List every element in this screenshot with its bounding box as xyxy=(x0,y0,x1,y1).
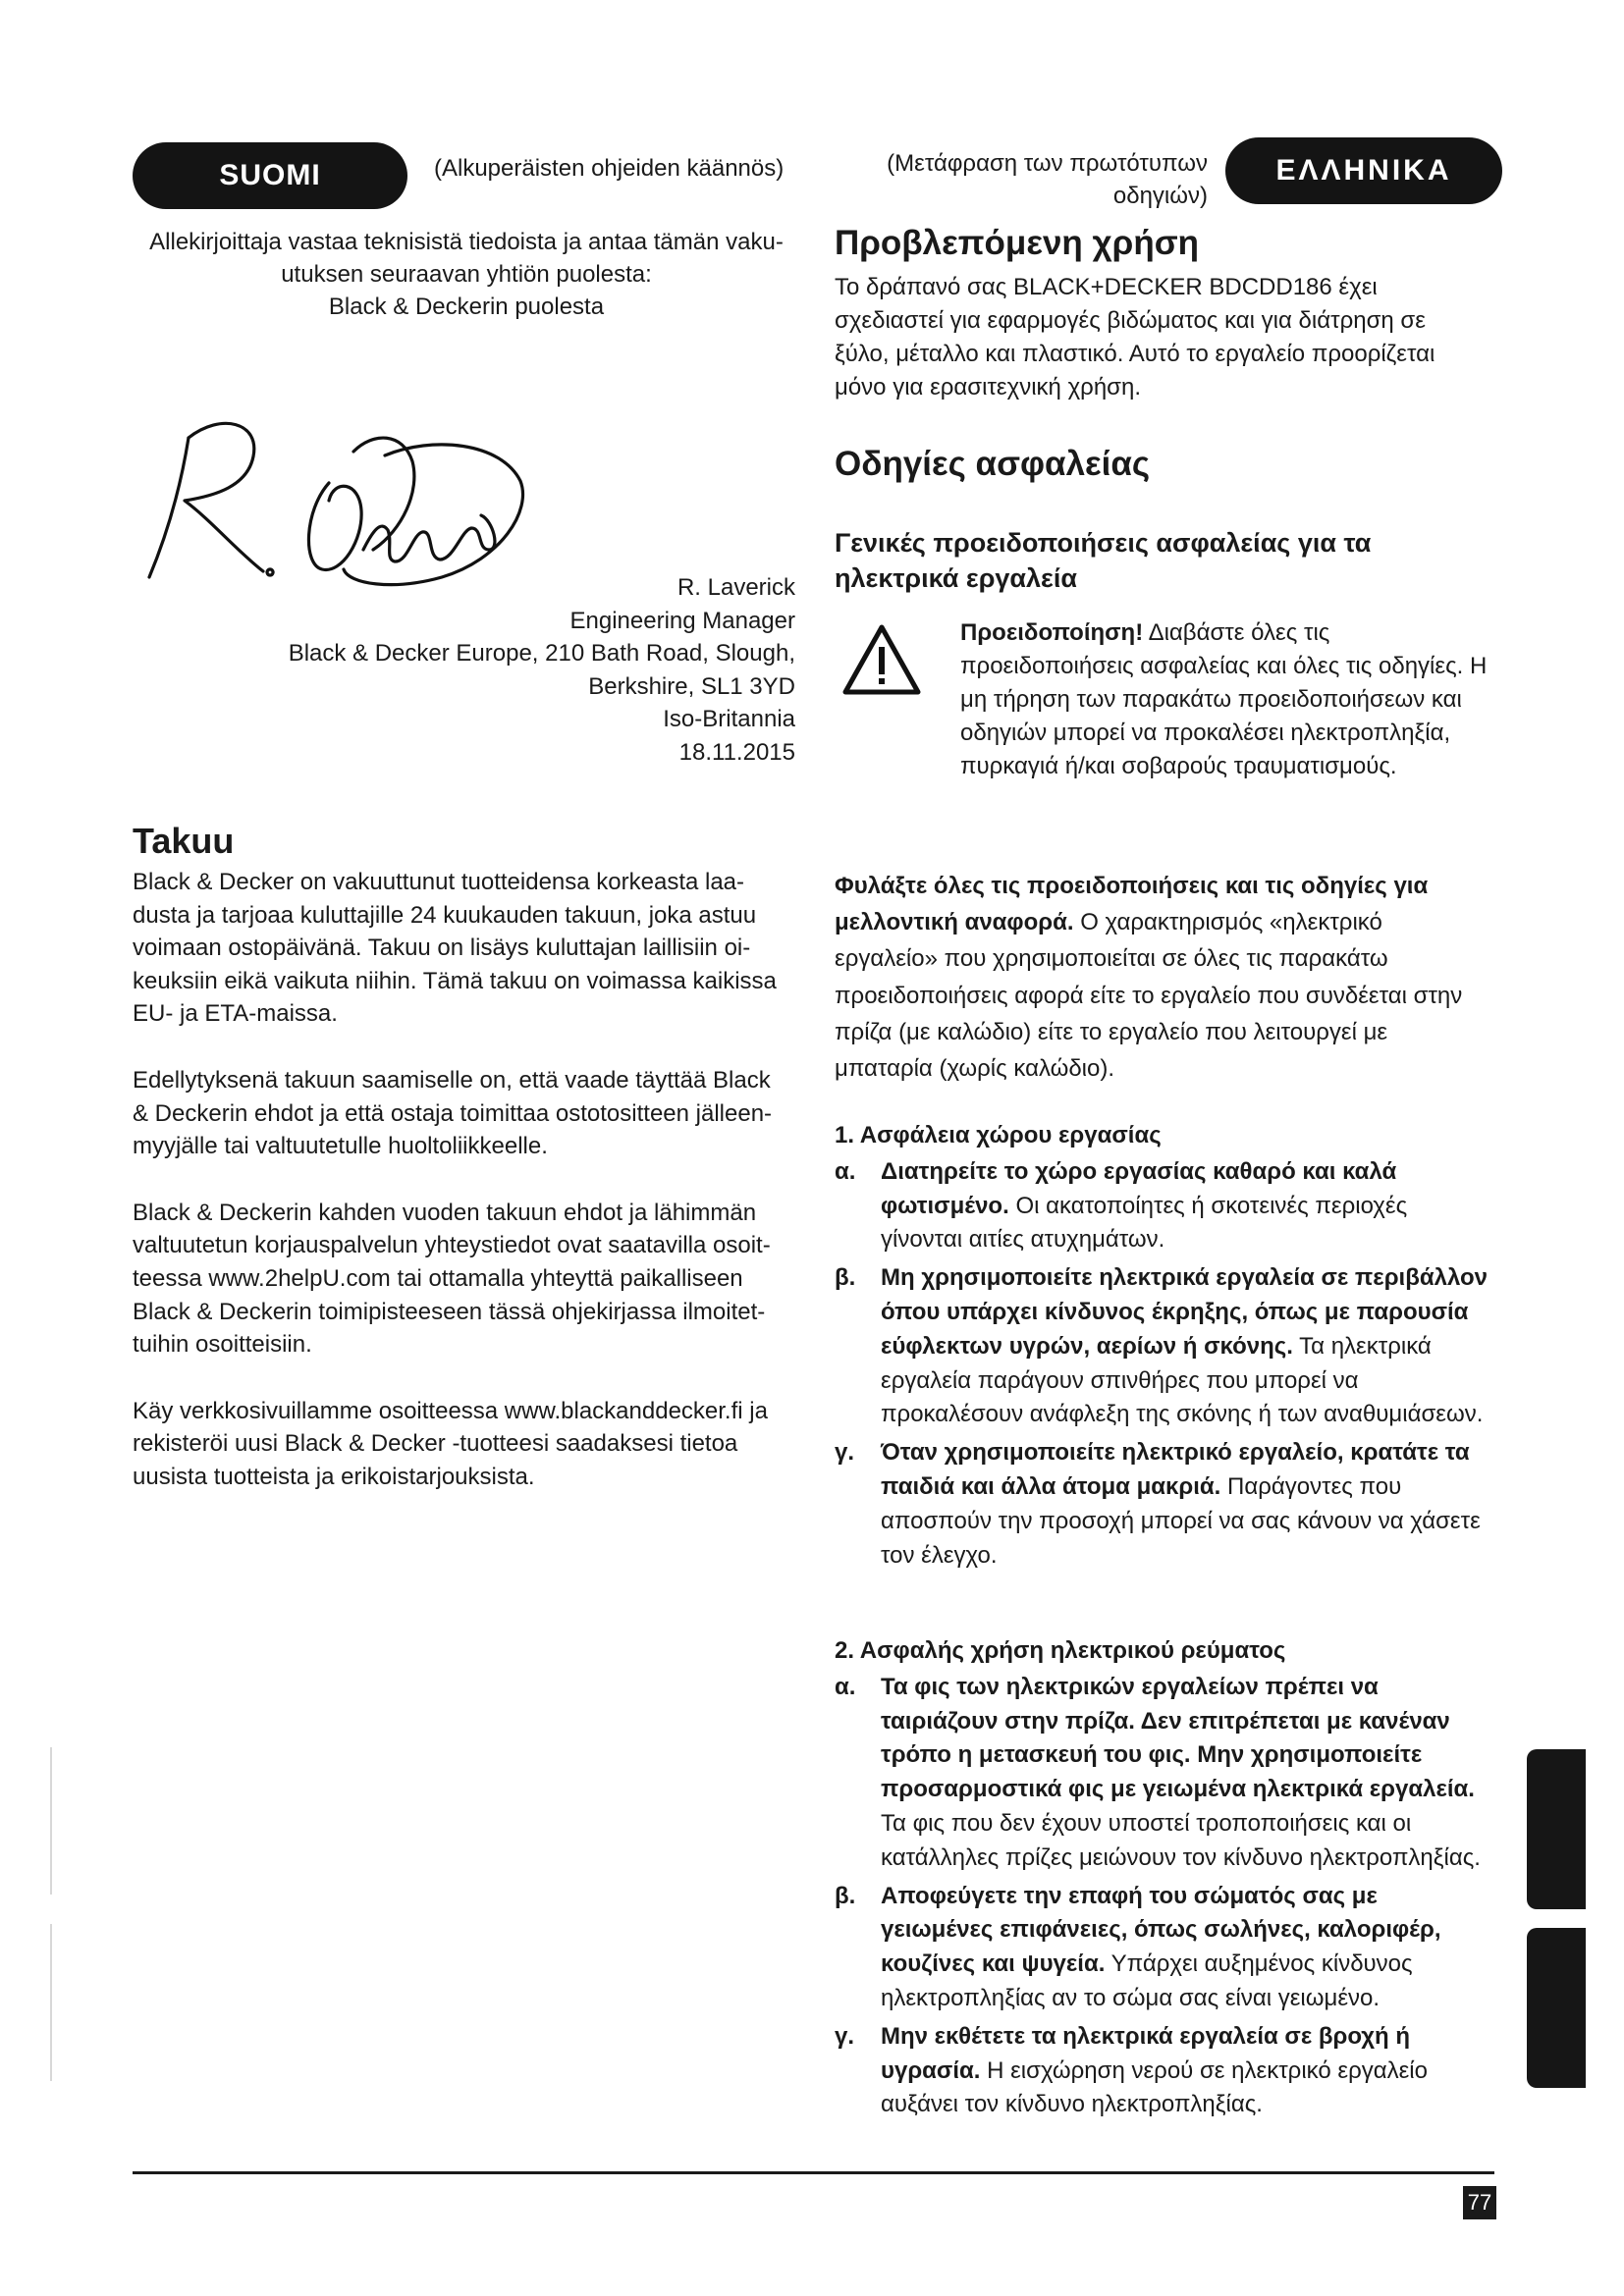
item-bold: Διατηρείτε το χώρο εργασίας καθαρό και καλά φωτισμένο. xyxy=(881,1157,1397,1219)
list-item xyxy=(835,1261,1492,1432)
section-2-title: 2. Ασφαλής χρήση ηλεκτρικού ρεύματος xyxy=(835,1637,1286,1664)
signer-date: 18.11.2015 xyxy=(678,738,795,766)
list-item xyxy=(835,1671,1492,1876)
scan-edge-line xyxy=(50,1924,52,2081)
declaration-line-2: utuksen seuraavan yhtiön puolesta: xyxy=(281,261,652,289)
item-text: Υπάρχει αυξημένος κίνδυνος ηλεκτροπληξίας αν το σώμα σας είναι γειωμένο. xyxy=(881,1950,1413,2011)
declaration-line-1: Allekirjoittaja vastaa teknisistä tiedoista ja antaa tämän vaku- xyxy=(149,229,784,255)
signature-image xyxy=(128,402,560,599)
item-marker: γ. xyxy=(835,1439,855,1467)
takuu-paragraph-3: Black & Deckerin kahden vuoden takuun ehdot ja lähimmän valtuutetun korjauspalvelun yhteystiedot ovat saatavilla osoit-teessa www.2helpU.com tai ottamalla yhteyttä paikalliseen Black & Deckerin toimipisteeseen tässä ohjekirjassa ilmoitet-tuihin osoitteisiin. xyxy=(133,1199,771,1359)
signer-address-1: Black & Decker Europe, 210 Bath Road, Slough, xyxy=(288,640,795,667)
intended-use-heading: Προβλεπόμενη χρήση xyxy=(835,224,1200,262)
declaration-text xyxy=(133,226,800,323)
item-bold: Μη χρησιμοποιείτε ηλεκτρικά εργαλεία σε περιβάλλον όπου υπάρχει κίνδυνος έκρηξης, όπως με παρουσία εύφλεκτων υγρών, αερίων ή σκόνης. xyxy=(881,1264,1489,1360)
item-marker: α. xyxy=(835,1157,856,1185)
warning-text xyxy=(960,616,1490,783)
list-item xyxy=(835,1155,1492,1257)
language-label-greek: ΕΛΛΗΝΙΚΑ xyxy=(1225,137,1502,204)
signer-title: Engineering Manager xyxy=(569,607,795,634)
keep-instructions-text xyxy=(835,868,1483,1087)
safety-instructions-heading: Οδηγίες ασφαλείας xyxy=(835,445,1151,483)
section-1-title: 1. Ασφάλεια χώρου εργασίας xyxy=(835,1122,1162,1148)
language-label-suomi: SUOMI xyxy=(133,142,407,209)
item-text: Τα φις που δεν έχουν υποστεί τροποποιήσεις και οι κατάλληλες πρίζες μειώνουν τον κίνδυνο ηλεκτροπληξίας. xyxy=(881,1809,1481,1871)
takuu-heading: Takuu xyxy=(133,821,235,861)
declaration-line-3: Black & Deckerin puolesta xyxy=(328,294,605,321)
list-item xyxy=(835,1436,1492,1573)
item-text: Οι ακατοποίητες ή σκοτεινές περιοχές γίνονται αιτίες ατυχημάτων. xyxy=(881,1192,1408,1254)
item-bold: Μην εκθέτετε τα ηλεκτρικά εργαλεία σε βροχή ή υγρασία. xyxy=(881,2022,1410,2084)
language-tab-marker xyxy=(1527,1928,1586,2088)
translation-subtitle-fi: (Alkuperäisten ohjeiden käännös) xyxy=(434,155,785,182)
intended-use-text: Το δράπανό σας BLACK+DECKER BDCDD186 έχει σχεδιαστεί για εφαρμογές βιδώματος και για διάτρηση σε ξύλο, μέταλλο και πλαστικό. Αυτό το εργαλείο προορίζεται μόνο για ερασιτεχνική χρήση. xyxy=(835,274,1435,401)
signer-country: Iso-Britannia xyxy=(663,706,795,733)
takuu-paragraph-1: Black & Decker on vakuuttunut tuotteidensa korkeasta laa-dusta ja tarjoaa kuluttajille 24 kuukauden takuun, joka astuu voimaan ostopäivänä. Takuu on lisäys kuluttajan laillisiin oi-keuksiin eikä vaikuta niihin. Tämä takuu on voimassa kaikissa EU- ja ETA-maissa. xyxy=(133,869,777,1028)
list-item xyxy=(835,1880,1492,2016)
item-text: Η εισχώρηση νερού σε ηλεκτρικό εργαλείο αυξάνει τον κίνδυνο ηλεκτροπληξίας. xyxy=(881,2056,1428,2118)
footer-rule xyxy=(133,2171,1494,2174)
section-work-area-safety xyxy=(835,1119,1492,1576)
item-bold: Τα φις των ηλεκτρικών εργαλείων πρέπει να ταιριάζουν στην πρίζα. Δεν επιτρέπεται με κανέναν τρόπο η μετασκευή του φις. Μην χρησιμοποιείτε προσαρμοστικά φις με γειωμένα ηλεκτρικά εργαλεία. xyxy=(881,1673,1475,1803)
signer-address-2: Berkshire, SL1 3YD xyxy=(588,672,795,700)
item-bold: Αποφεύγετε την επαφή του σώματός σας με γειωμένες επιφάνειες, όπως σωλήνες, καλοριφέρ, κουζίνες και ψυγεία. xyxy=(881,1882,1441,1978)
keep-instructions-bold: Φυλάξτε όλες τις προειδοποιήσεις και τις οδηγίες για μελλοντική αναφορά. xyxy=(835,873,1429,936)
item-marker: α. xyxy=(835,1673,856,1700)
keep-instructions-body: Ο χαρακτηρισμός «ηλεκτρικό εργαλείο» που χρησιμοποιείται σε όλες τις παρακάτω προειδοποιήσεις αφορά είτε το εργαλείο που συνδέεται στην πρίζα (με καλώδιο) είτε το εργαλείο που λειτουργεί με μπαταρία (χωρίς καλώδιο). xyxy=(835,909,1463,1082)
warning-body: Διαβάστε όλες τις προειδοποιήσεις ασφαλείας και όλες τις οδηγίες. Η μη τήρηση των παρακάτω προειδοποιήσεων και οδηγιών μπορεί να προκαλέσει ηλεκτροπληξία, πυρκαγιά ή/και σοβαρούς τραυματισμούς. xyxy=(960,619,1488,780)
general-warnings-heading: Γενικές προειδοποιήσεις ασφαλείας για τα ηλεκτρικά εργαλεία xyxy=(835,528,1372,594)
warning-label: Προειδοποίηση! xyxy=(960,619,1144,646)
item-marker: γ. xyxy=(835,2022,855,2050)
takuu-body xyxy=(133,866,790,1527)
translation-subtitle-gr xyxy=(835,147,1208,212)
item-marker: β. xyxy=(835,1882,856,1909)
item-bold: Όταν χρησιμοποιείτε ηλεκτρικό εργαλείο, κρατάτε τα παιδιά και άλλα άτομα μακριά. xyxy=(881,1439,1470,1500)
subtitle-gr-line-2: οδηγιών) xyxy=(1112,183,1208,210)
item-marker: β. xyxy=(835,1264,856,1292)
language-tab-marker xyxy=(1527,1749,1586,1909)
page-number: 77 xyxy=(1463,2186,1496,2219)
scan-edge-line xyxy=(50,1747,52,1895)
warning-triangle-icon xyxy=(842,623,921,696)
item-text: Παράγοντες που αποσπούν την προσοχή μπορεί να σας κάνουν να χάσετε τον έλεγχο. xyxy=(881,1472,1481,1569)
subtitle-gr-line-1: (Μετάφραση των πρωτότυπων xyxy=(887,150,1208,177)
list-item xyxy=(835,2020,1492,2122)
signer-name: R. Laverick xyxy=(677,574,795,601)
takuu-paragraph-2: Edellytyksenä takuun saamiselle on, että vaade täyttää Black & Deckerin ehdot ja että ostaja toimittaa ostotositteen jälleen-myyjälle tai valtuutetulle huoltoliikkeelle. xyxy=(133,1066,773,1160)
takuu-paragraph-4: Käy verkkosivuillamme osoitteessa www.blackanddecker.fi ja rekisteröi uusi Black & Decker -tuotteesi saadaksesi tietoa uusista tuotteista ja erikoistarjouksista. xyxy=(133,1397,768,1490)
item-text: Τα ηλεκτρικά εργαλεία παράγουν σπινθήρες που μπορεί να προκαλέσουν ανάφλεξη της σκόνης ή των αναθυμιάσεων. xyxy=(881,1332,1484,1428)
section-electrical-safety xyxy=(835,1634,1492,2126)
signer-block xyxy=(133,571,795,770)
